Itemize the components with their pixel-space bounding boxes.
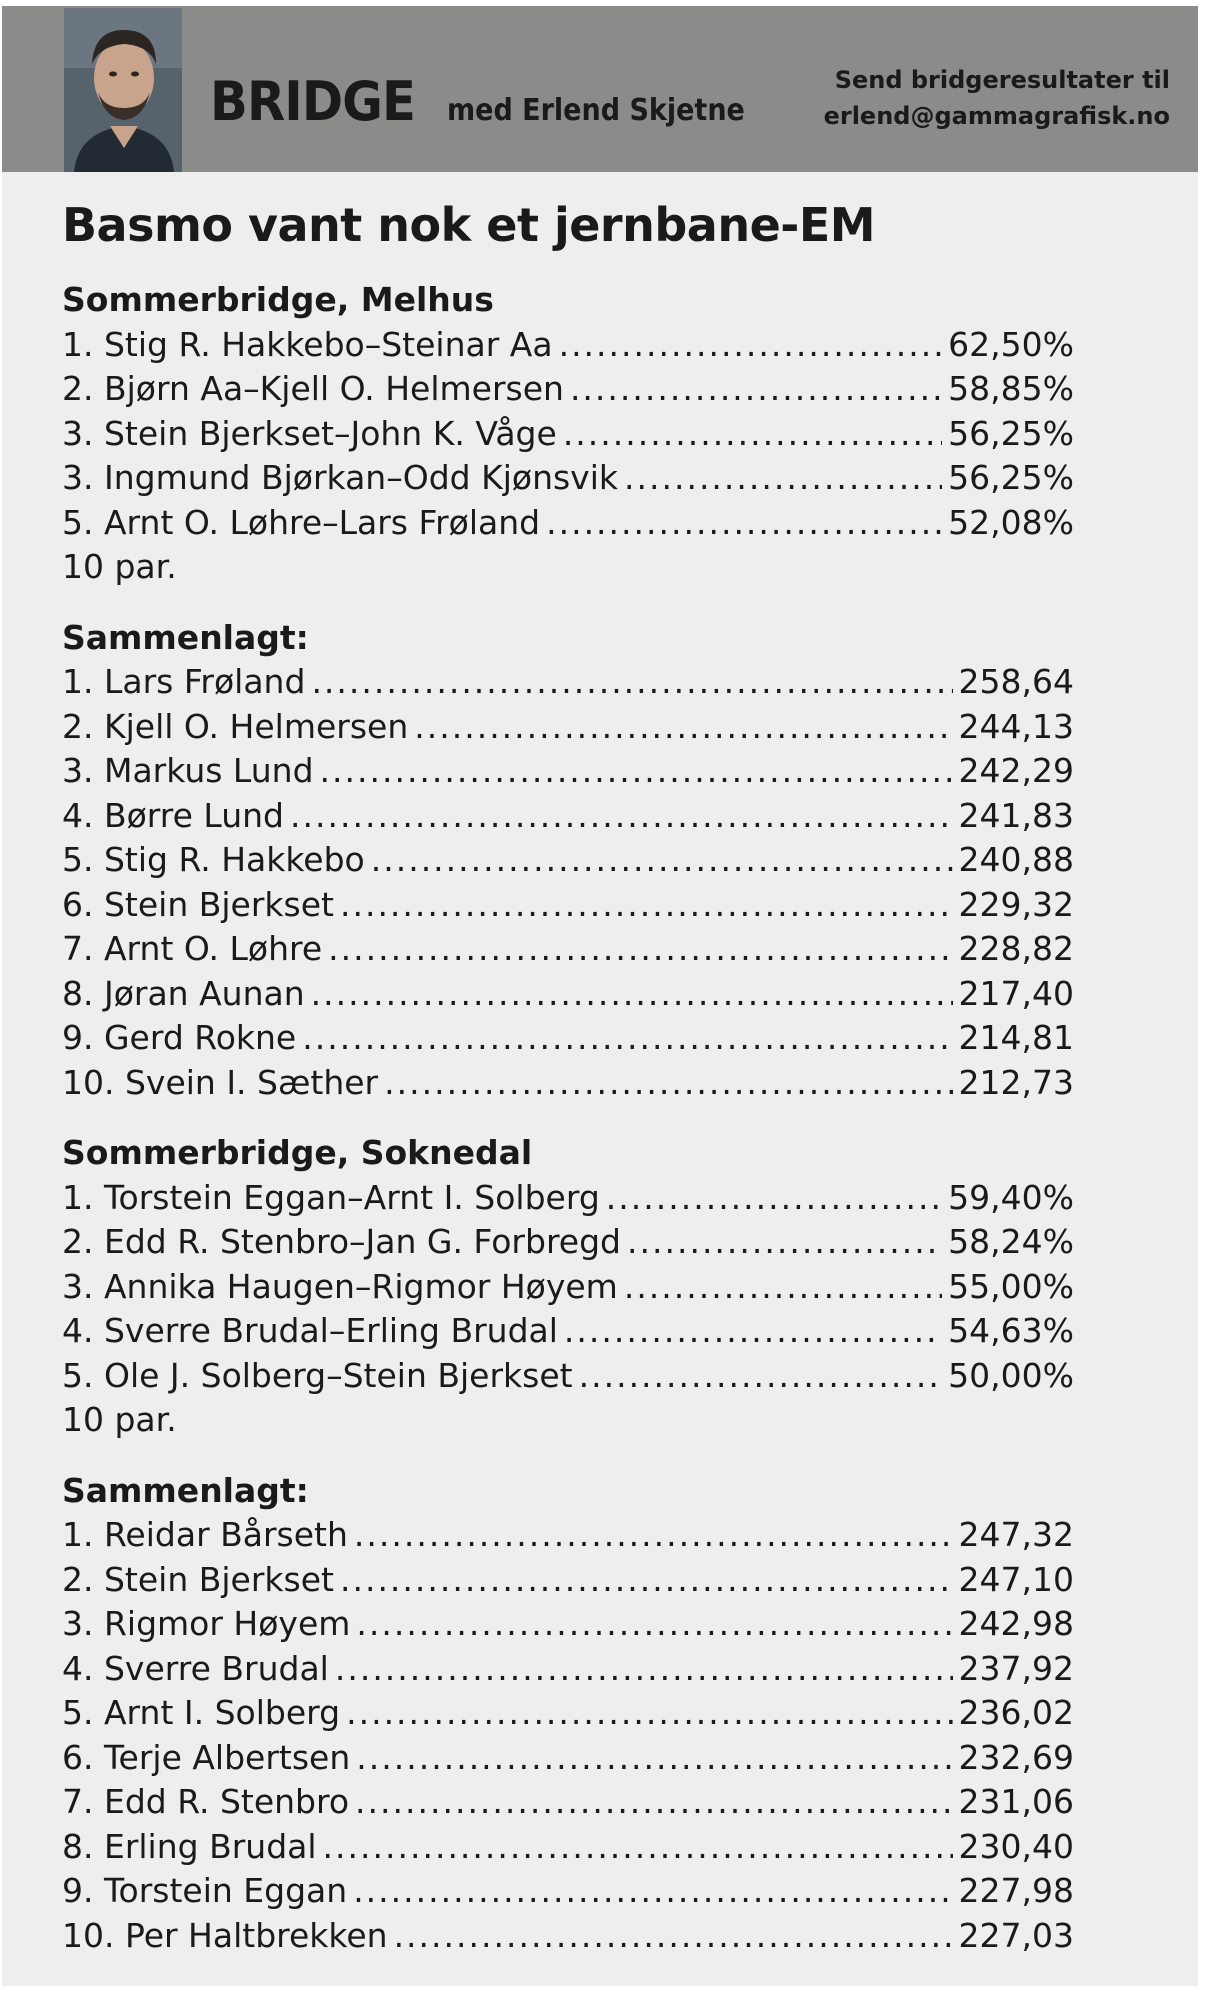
result-value: 52,08% xyxy=(948,502,1074,542)
contact-info xyxy=(824,62,1170,134)
result-row xyxy=(62,705,1074,750)
result-value: 232,69 xyxy=(958,1737,1074,1777)
leader-dots xyxy=(559,323,943,368)
result-name: 5. Arnt I. Solberg xyxy=(62,1693,341,1732)
section-title: Sammenlagt: xyxy=(62,1470,309,1510)
result-name: 10. Svein I. Sæther xyxy=(62,1062,379,1102)
result-value: 50,00% xyxy=(948,1355,1074,1395)
result-row xyxy=(62,1061,1074,1106)
result-row xyxy=(62,1602,1074,1647)
result-value: 230,40 xyxy=(958,1826,1074,1866)
leader-dots xyxy=(384,1061,952,1106)
result-value: 56,25% xyxy=(948,458,1074,497)
result-name: 9. Gerd Rokne xyxy=(62,1018,297,1057)
result-row xyxy=(62,660,1074,705)
result-name: 8. Jøran Aunan xyxy=(62,973,305,1013)
result-row xyxy=(62,1914,1074,1959)
result-name: 1. Lars Frøland xyxy=(62,662,306,701)
result-row xyxy=(62,1647,1074,1692)
result-value: 54,63% xyxy=(948,1311,1074,1350)
result-row xyxy=(62,1220,1074,1265)
column-title: BRIDGE xyxy=(210,70,416,133)
leader-dots xyxy=(335,1647,953,1692)
section-melhus xyxy=(62,278,1074,590)
leader-dots xyxy=(627,1220,942,1265)
leader-dots xyxy=(355,1780,953,1825)
result-value: 59,40% xyxy=(948,1177,1074,1217)
result-value: 247,10 xyxy=(958,1559,1074,1599)
result-name: 2. Stein Bjerkset xyxy=(62,1559,334,1599)
leader-dots xyxy=(624,456,942,501)
result-value: 240,88 xyxy=(958,840,1074,879)
section-melhus-total xyxy=(62,616,1074,1106)
result-name: 2. Kjell O. Helmersen xyxy=(62,706,409,746)
result-value: 214,81 xyxy=(958,1018,1074,1057)
result-name: 3. Ingmund Bjørkan–Odd Kjønsvik xyxy=(62,458,618,497)
result-value: 217,40 xyxy=(958,973,1074,1013)
result-value: 62,50% xyxy=(948,324,1074,364)
result-row xyxy=(62,838,1074,883)
result-row xyxy=(62,1309,1074,1354)
result-value: 237,92 xyxy=(958,1648,1074,1688)
newspaper-column xyxy=(2,6,1198,1986)
result-name: 6. Stein Bjerkset xyxy=(62,884,334,924)
result-value: 227,03 xyxy=(958,1915,1074,1955)
result-value: 229,32 xyxy=(958,884,1074,924)
result-name: 1. Stig R. Hakkebo–Steinar Aa xyxy=(62,324,553,364)
result-name: 6. Terje Albertsen xyxy=(62,1737,351,1777)
result-value: 242,29 xyxy=(958,751,1074,790)
result-name: 2. Bjørn Aa–Kjell O. Helmersen xyxy=(62,369,564,408)
result-name: 8. Erling Brudal xyxy=(62,1826,317,1866)
section-soknedal-total xyxy=(62,1469,1074,1959)
result-name: 7. Arnt O. Løhre xyxy=(62,929,323,968)
result-row xyxy=(62,749,1074,794)
author-portrait-icon xyxy=(64,8,182,172)
leader-dots xyxy=(340,1558,953,1603)
result-name: 1. Reidar Bårseth xyxy=(62,1515,348,1554)
leader-dots xyxy=(606,1176,942,1221)
pair-count: 10 par. xyxy=(62,1400,177,1439)
section-title: Sommerbridge, Soknedal xyxy=(62,1133,533,1172)
leader-dots xyxy=(311,972,953,1017)
result-value: 228,82 xyxy=(958,929,1074,968)
result-row xyxy=(62,1825,1074,1870)
leader-dots xyxy=(546,501,942,546)
contact-line-1: Send bridgeresultater til xyxy=(834,66,1170,94)
result-name: 5. Stig R. Hakkebo xyxy=(62,840,365,879)
leader-dots xyxy=(320,749,953,794)
leader-dots xyxy=(323,1825,953,1870)
result-name: 7. Edd R. Stenbro xyxy=(62,1782,350,1821)
result-name: 2. Edd R. Stenbro–Jan G. Forbregd xyxy=(62,1222,621,1261)
leader-dots xyxy=(328,927,952,972)
result-name: 3. Annika Haugen–Rigmor Høyem xyxy=(62,1266,618,1306)
result-row xyxy=(62,1736,1074,1781)
section-title: Sommerbridge, Melhus xyxy=(62,280,494,319)
section-soknedal xyxy=(62,1131,1074,1443)
result-row xyxy=(62,501,1074,546)
leader-dots xyxy=(570,367,942,412)
result-name: 9. Torstein Eggan xyxy=(62,1871,348,1910)
leader-dots xyxy=(356,1736,952,1781)
result-row xyxy=(62,1691,1074,1736)
results-body xyxy=(62,278,1074,1958)
result-row xyxy=(62,1265,1074,1310)
leader-dots xyxy=(354,1513,953,1558)
result-value: 242,98 xyxy=(958,1604,1074,1643)
leader-dots xyxy=(579,1354,943,1399)
result-value: 247,32 xyxy=(958,1515,1074,1554)
result-row xyxy=(62,883,1074,928)
result-row xyxy=(62,367,1074,412)
leader-dots xyxy=(414,705,952,750)
result-row xyxy=(62,1558,1074,1603)
result-name: 3. Rigmor Høyem xyxy=(62,1604,351,1643)
result-row xyxy=(62,1016,1074,1061)
result-row xyxy=(62,794,1074,839)
leader-dots xyxy=(563,412,942,457)
result-name: 3. Markus Lund xyxy=(62,751,314,790)
result-value: 231,06 xyxy=(958,1782,1074,1821)
column-header xyxy=(2,6,1198,172)
result-row xyxy=(62,1176,1074,1221)
leader-dots xyxy=(290,794,953,839)
column-byline: med Erlend Skjetne xyxy=(446,93,745,128)
article-headline: Basmo vant nok et jernbane-EM xyxy=(62,198,876,252)
result-row xyxy=(62,1513,1074,1558)
result-name: 4. Sverre Brudal xyxy=(62,1648,329,1688)
leader-dots xyxy=(394,1914,953,1959)
result-value: 212,73 xyxy=(958,1062,1074,1102)
leader-dots xyxy=(356,1602,952,1647)
result-value: 227,98 xyxy=(958,1871,1074,1910)
leader-dots xyxy=(340,883,953,928)
result-name: 3. Stein Bjerkset–John K. Våge xyxy=(62,413,557,453)
column-brand xyxy=(210,70,778,140)
result-row xyxy=(62,1869,1074,1914)
result-value: 236,02 xyxy=(958,1693,1074,1732)
section-title: Sammenlagt: xyxy=(62,617,309,657)
result-name: 5. Arnt O. Løhre–Lars Frøland xyxy=(62,502,541,542)
result-name: 5. Ole J. Solberg–Stein Bjerkset xyxy=(62,1355,573,1395)
result-value: 244,13 xyxy=(958,706,1074,746)
result-row xyxy=(62,456,1074,501)
pair-count: 10 par. xyxy=(62,547,177,586)
author-photo xyxy=(64,8,182,172)
result-value: 56,25% xyxy=(948,413,1074,453)
result-row xyxy=(62,412,1074,457)
result-name: 4. Sverre Brudal–Erling Brudal xyxy=(62,1311,558,1350)
result-row xyxy=(62,1354,1074,1399)
result-value: 55,00% xyxy=(948,1266,1074,1306)
result-row xyxy=(62,972,1074,1017)
result-value: 58,85% xyxy=(948,369,1074,408)
contact-email: erlend@gammagrafisk.no xyxy=(823,102,1170,130)
leader-dots xyxy=(353,1869,952,1914)
leader-dots xyxy=(624,1265,942,1310)
leader-dots xyxy=(371,838,953,883)
result-name: 10. Per Haltbrekken xyxy=(62,1915,388,1955)
result-row xyxy=(62,927,1074,972)
result-value: 241,83 xyxy=(958,795,1074,835)
result-value: 258,64 xyxy=(958,662,1074,701)
leader-dots xyxy=(564,1309,942,1354)
result-name: 1. Torstein Eggan–Arnt I. Solberg xyxy=(62,1177,600,1217)
leader-dots xyxy=(346,1691,952,1736)
result-value: 58,24% xyxy=(948,1222,1074,1261)
result-row xyxy=(62,323,1074,368)
result-row xyxy=(62,1780,1074,1825)
result-name: 4. Børre Lund xyxy=(62,795,285,835)
leader-dots xyxy=(311,660,952,705)
leader-dots xyxy=(302,1016,952,1061)
